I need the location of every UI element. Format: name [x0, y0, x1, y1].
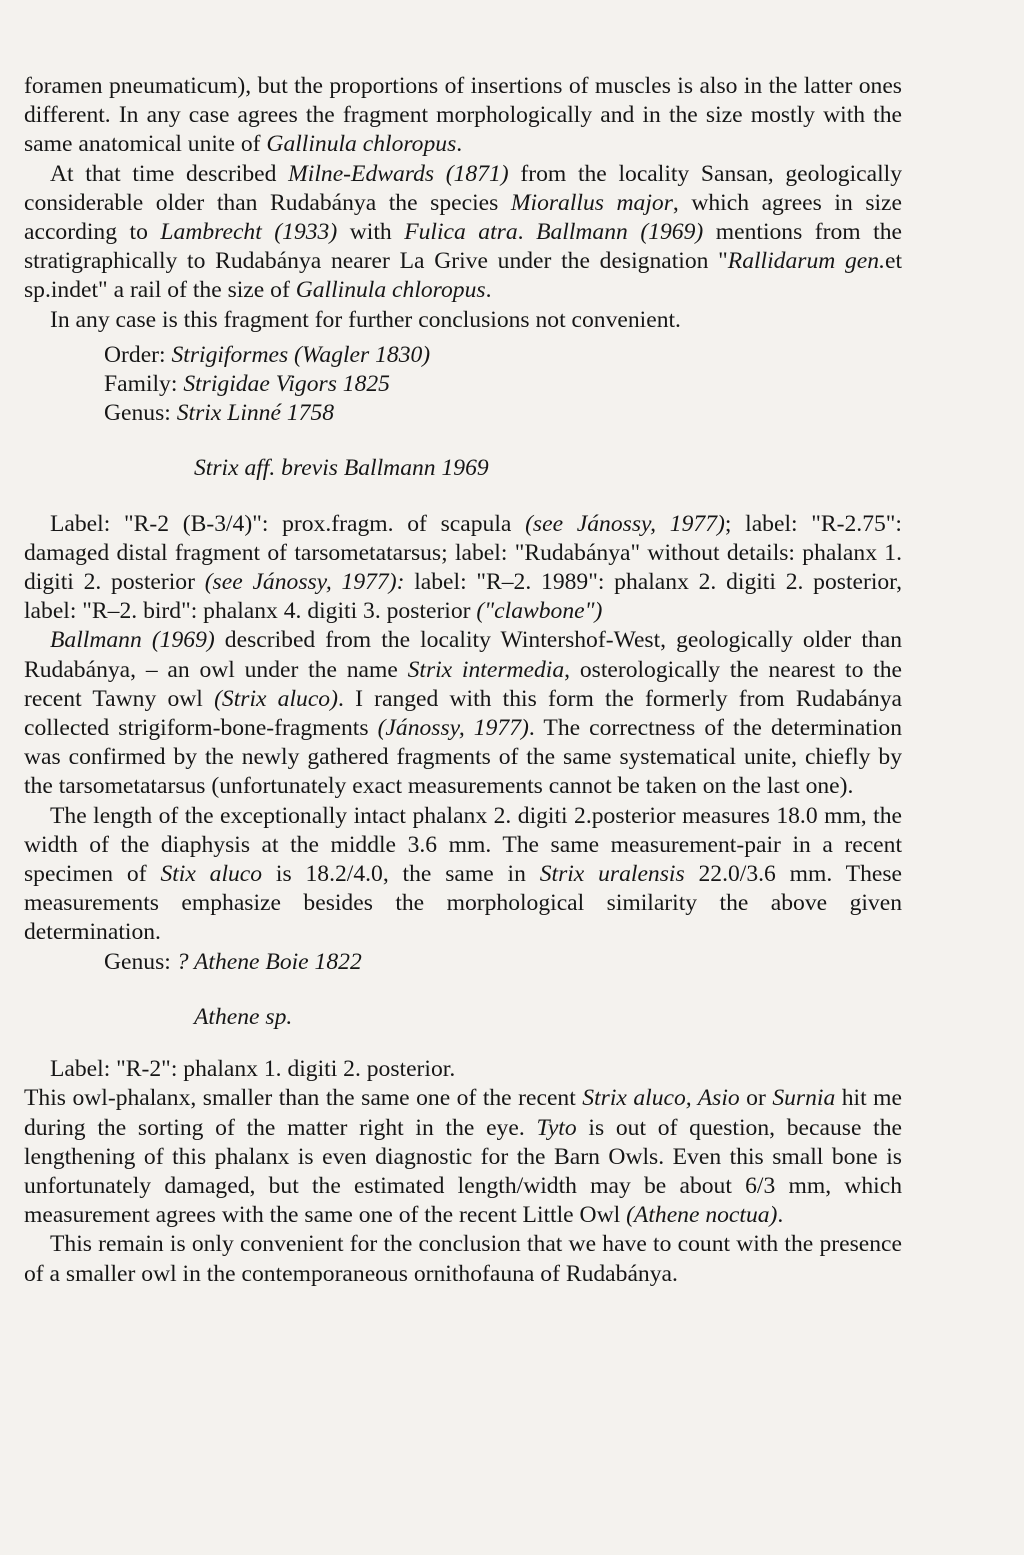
text-run: ; label: "R-2.75": damaged distal fragment of tarsometatarsus; label: "Rudabánya" without details: phalanx 1. digiti 2. posterior [24, 510, 902, 596]
paragraph-conclusion-rail [24, 306, 902, 335]
text-run: is out of question, because the lengthening of this phalanx is even diagnostic for the Barn Owls. Even this small bone is unfortunately damaged, but the estimated length/width may be about 6/3 mm, which measurement agrees with the same one of the recent Little Owl [24, 1114, 902, 1229]
italic-text-run: Miorallus major [510, 189, 673, 216]
text-run: , which agrees in size according to [24, 189, 903, 246]
text-run: or [739, 1085, 773, 1112]
italic-text-run: (Strix aluco) [214, 685, 338, 712]
paragraph-final-conclusion [24, 1230, 902, 1288]
italic-text-run: Strigidae Vigors 1825 [183, 371, 390, 398]
text-run: mentions from the stratigraphically to Rudabánya nearer La Grive under the designation " [24, 219, 903, 275]
text-run: At that time described [50, 160, 289, 187]
italic-text-run: Strix aluco, Asio [582, 1085, 740, 1112]
text-run: In any case is this fragment for further conclusions not convenient. [50, 306, 681, 333]
italic-text-run: (Jánossy, 1977) [377, 715, 529, 742]
text-run: is 18.2/4.0, the same in [262, 861, 540, 888]
italic-text-run: Tyto [536, 1114, 577, 1141]
text-run: from the locality Sansan, geologically considerable older than Rudabánya the species [24, 160, 903, 216]
text-run: . The correctness of the determination was confirmed by the newly gathered fragments of the same systematical unite, chiefly by the tarsometatarsus (unfortunately exact measurements cannot be taken on the last one). [24, 715, 902, 800]
paragraph-phalanx-measurements [24, 802, 902, 948]
italic-text-run: Milne-Edwards (1871) [288, 160, 509, 187]
text-run: described from the locality Wintershof-West, geologically older than Rudabánya, – an owl under the name [24, 627, 902, 683]
italic-text-run: Lambrecht (1933) [160, 219, 338, 246]
text-run: Genus: [104, 400, 177, 427]
taxon-genus-strix [24, 399, 902, 428]
italic-text-run: ("clawbone") [476, 598, 603, 625]
text-run: , osterologically the nearest to the recent Tawny owl [24, 656, 902, 712]
paragraph-miorallus-major [24, 160, 902, 306]
document-page [24, 72, 902, 1289]
italic-text-run: Gallinula chloropus [295, 277, 486, 304]
text-run: . [485, 277, 492, 304]
italic-text-run: Ballmann (1969) [50, 627, 215, 654]
italic-text-run: (Athene noctua) [626, 1202, 778, 1229]
species-heading-athene [24, 1003, 902, 1032]
paragraph-strix-labels [24, 510, 902, 627]
italic-text-run: Strix aff. brevis Ballmann 1969 [194, 455, 489, 482]
italic-text-run: Rallidarum gen. [727, 248, 885, 275]
italic-text-run: Stix aluco [160, 861, 263, 888]
taxon-genus-athene [24, 948, 902, 977]
taxon-order [24, 341, 902, 370]
italic-text-run: Fulica atra [404, 219, 518, 246]
paragraph-ballmann-strix [24, 626, 902, 801]
text-run: label: "R–2. 1989": phalanx 2. digiti 2. posterior, label: "R–2. bird": phalanx 4. digiti 3. posterior [24, 569, 902, 625]
text-run: The length of the exceptionally intact phalanx 2. digiti 2.posterior measures 18.0 mm, the width of the diaphysis at the middle 3.6 mm. The same measurement-pair in a recent specimen of [24, 802, 902, 888]
text-run: Genus: [104, 948, 177, 975]
italic-text-run: Strix intermedia [407, 656, 565, 683]
italic-text-run: (see Jánossy, 1977) [525, 510, 725, 537]
italic-text-run: Athene sp. [194, 1003, 293, 1030]
paragraph-gallinula-comparison [24, 72, 902, 160]
italic-text-run: Strix uralensis [539, 861, 685, 888]
italic-text-run: ? Athene Boie 1822 [176, 948, 362, 975]
text-run: et sp.indet" a rail of the size of [24, 248, 903, 304]
text-run: 22.0/3.6 mm. These measurements emphasize besides the morphological similarity the above given determination. [24, 861, 902, 946]
text-run: . [517, 219, 537, 246]
text-run: Family: [104, 371, 184, 398]
italic-text-run: Strix Linné 1758 [176, 400, 335, 427]
species-heading-strix [24, 454, 902, 483]
italic-text-run: Strigiformes (Wagler 1830) [171, 341, 431, 368]
text-run: . I ranged with this form the formerly from Rudabánya collected strigiform-bone-fragments [24, 685, 902, 742]
text-run: This remain is only convenient for the conclusion that we have to count with the presence of a smaller owl in the contemporaneous ornithofauna of Rudabánya. [24, 1231, 902, 1287]
italic-text-run: Gallinula chloropus [266, 131, 457, 158]
italic-text-run: (see Jánossy, 1977): [204, 569, 405, 596]
italic-text-run: Ballmann (1969) [536, 219, 704, 246]
text-run: Label: "R-2": phalanx 1. digiti 2. posterior. [50, 1056, 456, 1083]
text-run: . [777, 1202, 784, 1229]
text-run: Order: [104, 341, 172, 368]
paragraph-owl-phalanx [24, 1084, 902, 1230]
text-run: Label: "R-2 (B-3/4)": prox.fragm. of scapula [50, 510, 526, 537]
italic-text-run: Surnia [772, 1085, 836, 1112]
text-run: foramen pneumaticum), but the proportions of insertions of muscles is also in the latter ones different. In any case agrees the fragment morphologically and in the size mostly with the same anatomical unite of [24, 73, 902, 158]
paragraph-athene-label [24, 1055, 902, 1084]
taxon-family [24, 370, 902, 399]
text-run: with [337, 219, 405, 246]
text-run: . [456, 131, 463, 158]
text-run: This owl-phalanx, smaller than the same one of the recent [24, 1085, 583, 1112]
text-run: hit me during the sorting of the matter right in the eye. [24, 1085, 902, 1141]
